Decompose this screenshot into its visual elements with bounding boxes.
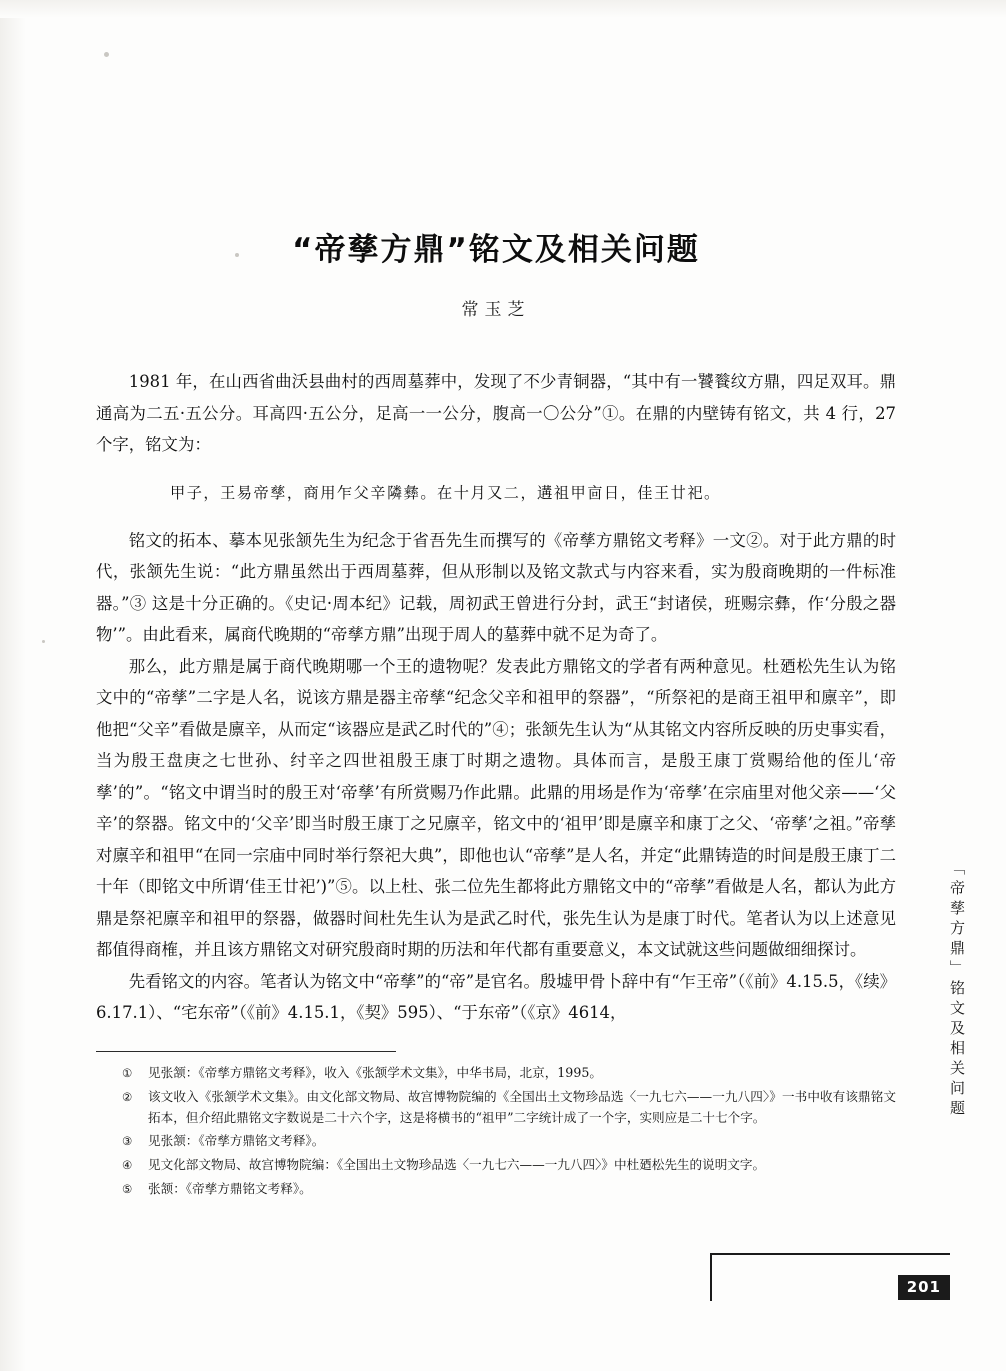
side-running-head: 「帝孳方鼎」铭文及相关问题 [948, 860, 966, 1120]
footnote-marker: ④ [122, 1157, 133, 1172]
footnote-text: 见张颔：《帝孳方鼎铭文考释》。 [148, 1132, 325, 1148]
scan-speck [42, 640, 45, 643]
page-content [96, 210, 896, 1202]
paragraph-4: 先看铭文的内容。笔者认为铭文中“帝孳”的“帝”是官名。殷墟甲骨卜辞中有“乍王帝”（《前》4.15.5，《续》6.17.1）、“宅东帝”（《前》4.15.1，《契》595）、“于东帝”（《京》4614， [96, 971, 896, 1022]
page-number-block [710, 1253, 950, 1313]
footnote-marker: ⑤ [122, 1181, 133, 1196]
footnote-separator-rule [96, 1051, 396, 1052]
body-text [96, 366, 896, 1029]
footnotes-section [96, 1062, 896, 1200]
inscription-quote: 甲子，王易帝孳，商用乍父辛隣彝。在十月又二，遘祖甲㐭日，佳王廿祀。 [170, 483, 721, 502]
footnote-marker: ① [122, 1065, 133, 1080]
page-left-edge-shadow [0, 0, 26, 1371]
footnote-text: 张颔：《帝孳方鼎铭文考释》。 [148, 1180, 312, 1196]
page-top-edge-shadow [0, 0, 1006, 18]
footnote-item [96, 1062, 896, 1084]
footnote-item [96, 1130, 896, 1152]
footnote-marker: ③ [122, 1133, 133, 1148]
footnote-text: 见张颔：《帝孳方鼎铭文考释》，收入《张颔学术文集》，中华书局，北京，1995。 [148, 1064, 602, 1080]
paragraph-1: 1981 年，在山西省曲沃县曲村的西周墓葬中，发现了不少青铜器，“其中有一饕餮纹方鼎，四足双耳。鼎通高为二五·五公分。耳高四·五公分，足高一一公分，腹高一〇公分”①。在鼎的内壁铸有铭文，共 4 行，27 个字，铭文为： [96, 372, 896, 454]
footnote-item [96, 1178, 896, 1200]
footnote-text: 见文化部文物局、故宫博物院编：《全国出土文物珍品选〈一九七六——一九八四〉》中杜廼松先生的说明文字。 [148, 1156, 766, 1172]
paragraph-3: 那么，此方鼎是属于商代晚期哪一个王的遗物呢？发表此方鼎铭文的学者有两种意见。杜廼松先生认为铭文中的“帝孳”二字是人名，说该方鼎是器主帝孳“纪念父辛和祖甲的祭器”，“所祭祀的是商王祖甲和廪辛”，即他把“父辛”看做是廪辛，从而定“该器应是武乙时代的”④；张颔先生认为“从其铭文内容所反映的历史事实看，当为殷王盘庚之七世孙、纣辛之四世祖殷王康丁时期之遗物。具体而言，是殷王康丁赏赐给他的侄儿‘帝孳’的”。“铭文中谓当时的殷王对‘帝孳’有所赏赐乃作此鼎。此鼎的用场是作为‘帝孳’在宗庙里对他父亲——‘父辛’的祭器。铭文中的‘父辛’即当时殷王康丁之兄廪辛，铭文中的‘祖甲’即是廪辛和康丁之父、‘帝孳’之祖。”帝孳对廪辛和祖甲“在同一宗庙中同时举行祭祀大典”，即他也认“帝孳”是人名，并定“此鼎铸造的时间是殷王康丁二十年（即铭文中所谓‘佳王廿祀’)”⑤。以上杜、张二位先生都将此方鼎铭文中的“帝孳”看做是人名，都认为此方鼎是祭祀廪辛和祖甲的祭器，做器时间杜先生认为是武乙时代，张先生认为是康丁时代。笔者认为以上述意见都值得商榷，并且该方鼎铭文对研究殷商时期的历法和年代都有重要意义，本文试就这些问题做细细探讨。 [96, 656, 896, 959]
footnote-marker: ② [122, 1089, 133, 1104]
page-number-rule-top [710, 1253, 950, 1255]
page-number-rule-left [710, 1253, 712, 1301]
page-number: 201 [898, 1275, 950, 1300]
page-title: “帝孳方鼎”铭文及相关问题 [292, 232, 700, 268]
footnote-item [96, 1086, 896, 1128]
scan-speck [104, 52, 109, 57]
footnote-item [96, 1154, 896, 1176]
author-name: 常玉芝 [461, 300, 531, 320]
paragraph-2: 铭文的拓本、摹本见张颔先生为纪念于省吾先生而撰写的《帝孳方鼎铭文考释》一文②。对于此方鼎的时代，张颔先生说：“此方鼎虽然出于西周墓葬，但从形制以及铭文款式与内容来看，实为殷商晚期的一件标准器。”③ 这是十分正确的。《史记·周本纪》记载，周初武王曾进行分封，武王“封诸侯，班赐宗彝，作‘分殷之器物’”。由此看来，属商代晚期的“帝孳方鼎”出现于周人的墓葬中就不足为奇了。 [96, 530, 896, 644]
footnote-text: 该文收入《张颔学术文集》。由文化部文物局、故宫博物院编的《全国出土文物珍品选〈一九七六——一九八四〉》一书中收有该鼎铭文拓本，但介绍此鼎铭文字数说是二十六个字，这是将横书的“祖甲”二字统计成了一个字，实则应是二十七个字。 [148, 1088, 896, 1125]
